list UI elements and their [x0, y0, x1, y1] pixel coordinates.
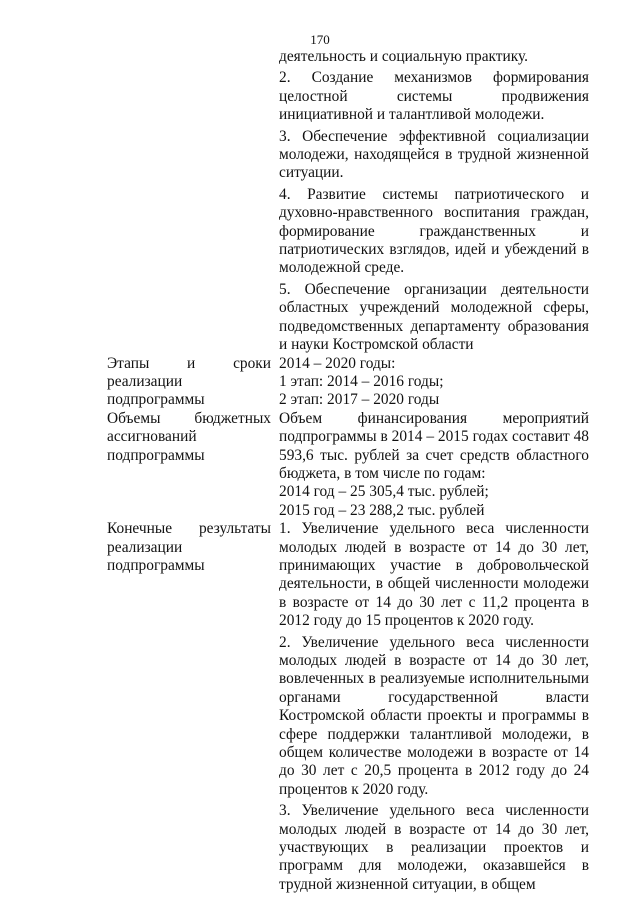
goals-item-4: 4. Развитие системы патриотического и духовно-нравственного воспитания граждан, формирование гражданственных и патриотических взглядов, идей и убеждений в молодежной среде.	[279, 185, 589, 277]
stages-period: 2014 – 2020 годы:	[279, 354, 396, 372]
stages-label-word2: и	[187, 354, 196, 372]
stages-phase-2: 2 этап: 2017 – 2020 годы	[279, 391, 440, 409]
volumes-text: Объем финансирования мероприятий подпрограммы в 2014 – 2015 годах составит 48 593,6 тыс. рублей за счет средств областного бюджета, в том числе по годам:	[279, 409, 589, 482]
volumes-text-cell	[279, 410, 589, 520]
volumes-year-2014: 2014 год – 25 305,4 тыс. рублей;	[279, 483, 489, 501]
results-label-rest: реализации подпрограммы	[107, 538, 205, 574]
page-number: 170	[310, 32, 330, 47]
results-text-cell	[279, 520, 589, 897]
results-label	[107, 520, 271, 897]
results-row	[107, 520, 589, 897]
goals-item-1-tail: деятельность и социальную практику.	[279, 48, 529, 65]
stages-label	[107, 355, 271, 410]
volumes-row	[107, 410, 589, 520]
results-item-1: 1. Увеличение удельного веса численности молодых людей в возрасте от 14 до 30 лет, принимающих участие в добровольческой деятельности, в общей численности молодежи в возрасте от 14 до 30 лет с 11,2 процента в 2012 году до 15 процентов к 2020 году.	[279, 520, 589, 630]
stages-label-word1: Этапы	[107, 354, 150, 372]
results-item-2: 2. Увеличение удельного веса численности молодых людей в возрасте от 14 до 30 лет, вовлеченных в реализуемые исполнительными органами государственной власти Костромской области проекты и программы в сфере поддержки талантливой молодежи, в общем количестве молодежи в возрасте от 14 до 30 лет с 20,5 процента в 2012 году до 24 процентов к 2020 году.	[279, 633, 589, 798]
volumes-label	[107, 410, 271, 520]
goals-item-5: 5. Обеспечение организации деятельности областных учреждений молодежной сферы, подведомственных департаменту образования и науки Костромской области	[279, 280, 589, 354]
stages-label-rest: реализации подпрограммы	[107, 372, 205, 409]
goals-text-cell	[279, 48, 589, 355]
goals-item-3: 3. Обеспечение эффективной социализации молодежи, находящейся в трудной жизненной ситуации.	[279, 127, 589, 182]
stages-row	[107, 355, 589, 410]
volumes-label-rest: ассигнований подпрограммы	[107, 428, 205, 464]
results-item-3: 3. Увеличение удельного веса численности молодых людей в возрасте от 14 до 30 лет, участвующих в реализации проектов и программ для молодежи, оказавшейся в трудной жизненной ситуации, в общем	[279, 802, 589, 893]
goals-row	[107, 48, 589, 355]
stages-text-cell	[279, 355, 589, 410]
stages-phase-1: 1 этап: 2014 – 2016 годы;	[279, 372, 444, 390]
goals-label-cell	[107, 48, 271, 355]
volumes-label-word1: Объемы	[107, 409, 161, 427]
stages-label-word3: сроки	[233, 354, 271, 372]
volumes-year-2015: 2015 год – 23 288,2 тыс. рублей	[279, 501, 485, 519]
results-label-word2: результаты	[198, 520, 271, 538]
passport-table	[107, 48, 589, 897]
goals-item-2: 2. Создание механизмов формирования целостной системы продвижения инициативной и талантливой молодежи.	[279, 69, 589, 124]
results-label-word1: Конечные	[107, 520, 173, 538]
volumes-label-word2: бюджетных	[194, 409, 271, 427]
